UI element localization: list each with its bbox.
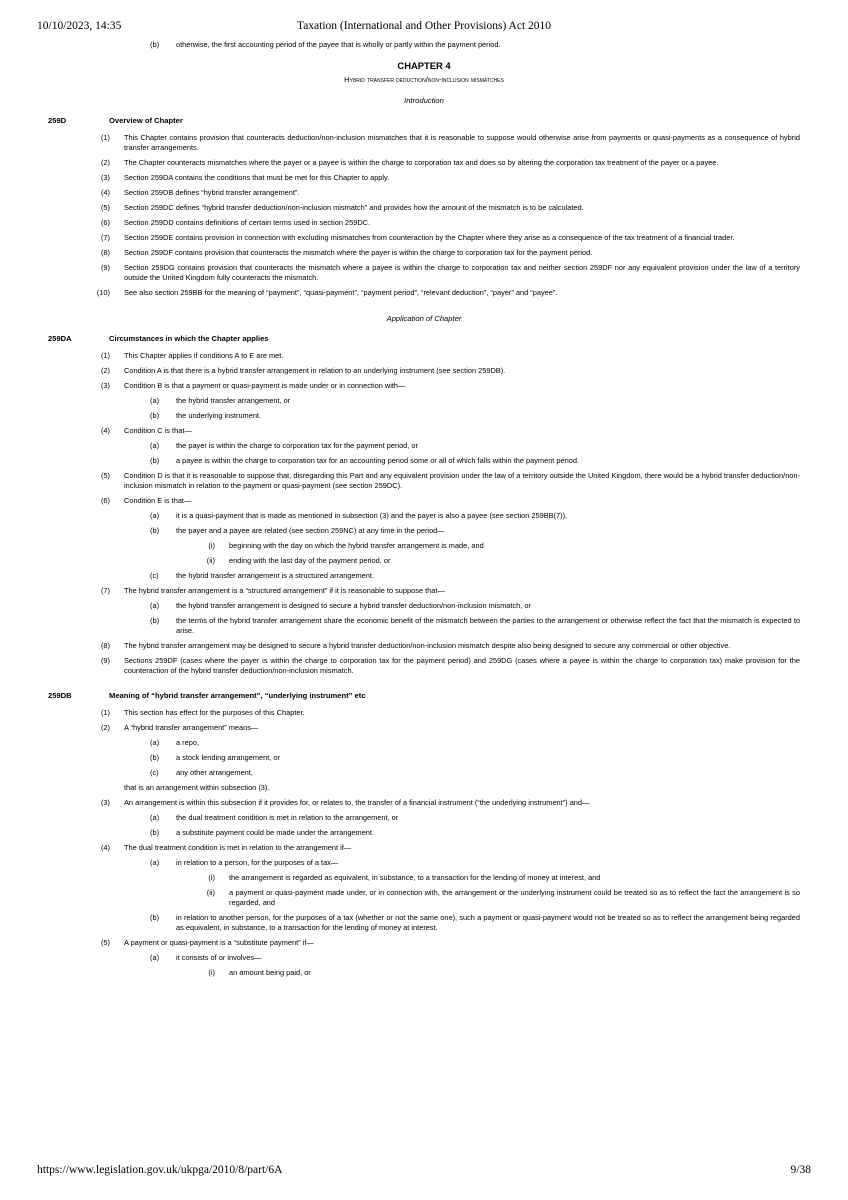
subsection-number: (10) [96,288,110,297]
footer-url[interactable]: https://www.legislation.gov.uk/ukpga/2010/8/part/6A [37,1164,283,1176]
subsection [0,641,848,651]
subsection-text: Section 259DF contains provision that counteracts the mismatch where the payer is within the charge to corporation tax for the payment period. [124,248,593,257]
paragraph [0,441,848,451]
paragraph-text: a payee is within the charge to corporation tax for an accounting period some or all of which falls within the payment period. [176,456,580,465]
section-number: 259DB [48,691,72,700]
subsection-text: The hybrid transfer arrangement may be designed to secure a hybrid transfer deduction/non-inclusion mismatch despite also being designed to secure any commercial or other objective. [124,641,731,650]
paragraph-text: the hybrid transfer arrangement is a structured arrangement. [176,571,375,580]
paragraph-number: (b) [150,753,160,762]
paragraph-number: (a) [150,441,160,450]
subsection-number: (7) [100,233,110,242]
paragraph [0,616,848,636]
subsection-number: (6) [100,218,110,227]
subsection-number: (1) [100,133,110,142]
subsection-text: This Chapter contains provision that counteracts deduction/non-inclusion mismatches that it is reasonable to suppose would otherwise arise from payments or quasi-payments as a consequence of hybrid transfer arrangements. [124,133,800,152]
section-title: Circumstances in which the Chapter applies [109,334,269,343]
section-number: 259D [48,116,67,125]
subsection-number: (6) [100,496,110,505]
footer-page-number: 9/38 [790,1164,811,1176]
subsection-text: Section 259DG contains provision that counteracts the mismatch where a payee is within the charge to corporation tax and neither section 259DF nor any equivalent provision under the law of a territory outside the United Kingdom fully counteracts the mismatch. [124,263,800,282]
section-heading-259DB [0,691,848,701]
subsection [0,381,848,391]
paragraph-text: a repo, [176,738,200,747]
subsection-number: (8) [100,248,110,257]
subsection [0,158,848,168]
paragraph-number: (a) [150,738,160,747]
paragraph-text: the terms of the hybrid transfer arrangement share the economic benefit of the mismatch between the parties to the arrangement or otherwise reflect the fact that the mismatch is expected to arise. [176,616,800,635]
paragraph-number: (b) [150,411,160,420]
paragraph [0,828,848,838]
sub-paragraph-text: a payment or quasi-payment made under, or in connection with, the arrangement or the underlying instrument could be treated so as to reflect the fact the arrangement is so regarded, and [229,888,800,907]
subsection [0,471,848,491]
subsection-text: Condition E is that— [124,496,192,505]
sub-paragraph-number: (i) [208,968,215,977]
para-number: (b) [150,40,160,49]
paragraph [0,456,848,466]
sub-paragraph [0,873,848,883]
section-title: Meaning of “hybrid transfer arrangement”, “underlying instrument” etc [109,691,366,700]
subsection-number: (3) [100,381,110,390]
subsection [0,798,848,808]
subsection [0,248,848,258]
paragraph [0,753,848,763]
paragraph-number: (b) [150,456,160,465]
crossheading-introduction: Introduction [404,96,444,105]
paragraph-text: the payer is within the charge to corporation tax for the payment period, or [176,441,418,450]
subsection-text: The dual treatment condition is met in relation to the arrangement if— [124,843,352,852]
subsection-number: (4) [100,188,110,197]
paragraph-text: a substitute payment could be made under the arrangement. [176,828,375,837]
subsection [0,708,848,718]
sub-paragraph-number: (i) [208,541,215,550]
subsection-text: The hybrid transfer arrangement is a “structured arrangement” if it is reasonable to suppose that— [124,586,445,595]
subsection [0,133,848,153]
subsection [0,218,848,228]
header-datetime: 10/10/2023, 14:35 [37,20,122,32]
continuation-text [0,783,848,793]
paragraph-text: any other arrangement, [176,768,253,777]
paragraph [0,768,848,778]
subsection [0,426,848,436]
para-text: otherwise, the first accounting period of the payee that is wholly or partly within the payment period. [176,40,501,49]
paragraph-text: the payer and a payee are related (see section 259NC) at any time in the period— [176,526,445,535]
subsection [0,366,848,376]
subsection-text: Section 259DE contains provision in connection with excluding mismatches from counteraction by the Chapter where they arise as a consequence of the tax treatment of a financial trader. [124,233,735,242]
subsection-number: (7) [100,586,110,595]
section-title: Overview of Chapter [109,116,183,125]
paragraph [0,601,848,611]
sub-paragraph-text: beginning with the day on which the hybrid transfer arrangement is made, and [229,541,484,550]
paragraph-number: (b) [150,828,160,837]
paragraph [0,511,848,521]
sub-paragraph [0,541,848,551]
subsection-number: (4) [100,843,110,852]
header-title: Taxation (International and Other Provisions) Act 2010 [296,20,552,32]
sub-paragraph-text: an amount being paid, or [229,968,311,977]
paragraph-number: (b) [150,526,160,535]
subsection-number: (2) [100,158,110,167]
paragraph [0,571,848,581]
subsection-number: (5) [100,938,110,947]
sub-paragraph-text: the arrangement is regarded as equivalent, in substance, to a transaction for the lending of money at interest, and [229,873,601,882]
subsection [0,173,848,183]
paragraph-number: (b) [150,913,160,922]
paragraph-number: (a) [150,858,160,867]
sub-paragraph-number: (ii) [206,888,215,897]
subsection-text: Condition A is that there is a hybrid transfer arrangement in relation to an underlying instrument (see section 259DB). [124,366,506,375]
paragraph-number: (b) [150,616,160,625]
subsection-number: (3) [100,173,110,182]
paragraph-text: the underlying instrument. [176,411,262,420]
subsection-text: An arrangement is within this subsection if it provides for, or relates to, the transfer of a financial instrument (“the underlying instrument”) and— [124,798,590,807]
paragraph-text: the hybrid transfer arrangement is designed to secure a hybrid transfer deduction/non-inclusion mismatch, or [176,601,531,610]
paragraph [0,813,848,823]
subsection-text: This section has effect for the purposes of this Chapter. [124,708,305,717]
paragraph [0,738,848,748]
paragraph [0,396,848,406]
paragraph-number: (a) [150,396,160,405]
sub-paragraph [0,556,848,566]
subsection-text: This Chapter applies if conditions A to E are met. [124,351,284,360]
subsection-text: See also section 259BB for the meaning of “payment”, “quasi-payment”, “payment period”, “relevant deduction”, “payer” and “payee”. [124,288,558,297]
section-heading-259DA [0,334,848,344]
paragraph-text: it consists of or involves— [176,953,262,962]
subsection-text: A payment or quasi-payment is a “substitute payment” if— [124,938,314,947]
subsection [0,656,848,676]
sub-paragraph-number: (i) [208,873,215,882]
crossheading-application: Application of Chapter [386,314,462,323]
section-number: 259DA [48,334,72,343]
subsection-number: (8) [100,641,110,650]
subsection [0,496,848,506]
paragraph-number: (c) [150,571,159,580]
paragraph-number: (a) [150,813,160,822]
subsection-number: (9) [100,656,110,665]
paragraph-number: (a) [150,601,160,610]
document-body [0,40,848,983]
subsection [0,723,848,733]
paragraph [0,858,848,868]
chapter-title: CHAPTER 4 [397,60,451,71]
subsection-text: Section 259DA contains the conditions that must be met for this Chapter to apply. [124,173,390,182]
subsection-number: (3) [100,798,110,807]
page-header [0,20,848,34]
page-footer [0,1164,848,1178]
paragraph-text: the hybrid transfer arrangement, or [176,396,291,405]
top-paragraph-b [0,40,848,50]
subsection-text: Section 259DC defines “hybrid transfer deduction/non-inclusion mismatch” and provides how the amount of the mismatch is to be calculated. [124,203,584,212]
paragraph [0,526,848,536]
subsection [0,288,848,298]
paragraph-text: a stock lending arrangement, or [176,753,280,762]
sub-paragraph-number: (ii) [206,556,215,565]
subsection [0,586,848,596]
subsection-text: Condition C is that— [124,426,192,435]
subsection-number: (2) [100,723,110,732]
subsection [0,188,848,198]
paragraph-number: (c) [150,768,159,777]
paragraph-text: in relation to another person, for the purposes of a tax (whether or not the same one), such a payment or quasi-payment would not be treated so as to reflect the arrangement being regarded as equivalent, in substance, to a transaction for the lending of money at interest. [176,913,800,932]
chapter-subtitle: Hybrid transfer deduction/non-inclusion mismatches [344,75,504,84]
subsection-text: Sections 259DF (cases where the payer is within the charge to corporation tax for the payment period) and 259DG (cases where a payee is within the charge to corporation tax) make provision for the counteraction of the hybrid transfer deduction/non-inclusion mismatch. [124,656,800,675]
subsection [0,203,848,213]
subsection-number: (1) [100,708,110,717]
subsection [0,233,848,243]
subsection-number: (1) [100,351,110,360]
subsection [0,938,848,948]
paragraph-text: in relation to a person, for the purposes of a tax— [176,858,339,867]
subsection-text: Condition D is that it is reasonable to suppose that, disregarding this Part and any equivalent provision under the law of a territory outside the United Kingdom, there would be a hybrid transfer deduction/non-inclusion mismatch in relation to the payment or quasi-payment (see section 259DC). [124,471,800,490]
paragraph-number: (a) [150,511,160,520]
paragraph [0,411,848,421]
subsection [0,843,848,853]
subsection-text: Section 259DB defines “hybrid transfer arrangement”. [124,188,300,197]
sub-paragraph-text: ending with the last day of the payment period, or [229,556,391,565]
subsection-number: (2) [100,366,110,375]
subsection [0,351,848,361]
sub-paragraph [0,888,848,908]
section-heading-259D [0,116,848,126]
subsection-number: (9) [100,263,110,272]
paragraph-number: (a) [150,953,160,962]
paragraph [0,953,848,963]
subsection [0,263,848,283]
subsection-number: (5) [100,471,110,480]
continuation-text-content: that is an arrangement within subsection (3). [124,783,270,792]
subsection-number: (4) [100,426,110,435]
paragraph-text: it is a quasi-payment that is made as mentioned in subsection (3) and the payer is also a payee (see section 259BB(7)), [176,511,568,520]
subsection-number: (5) [100,203,110,212]
subsection-text: Section 259DD contains definitions of certain terms used in section 259DC. [124,218,371,227]
subsection-text: A “hybrid transfer arrangement” means— [124,723,259,732]
subsection-text: The Chapter counteracts mismatches where the payer or a payee is within the charge to corporation tax and does so by altering the corporation tax treatment of the payer or a payee. [124,158,719,167]
sub-paragraph [0,968,848,978]
subsection-text: Condition B is that a payment or quasi-payment is made under or in connection with— [124,381,406,390]
paragraph [0,913,848,933]
paragraph-text: the dual treatment condition is met in relation to the arrangement, or [176,813,399,822]
